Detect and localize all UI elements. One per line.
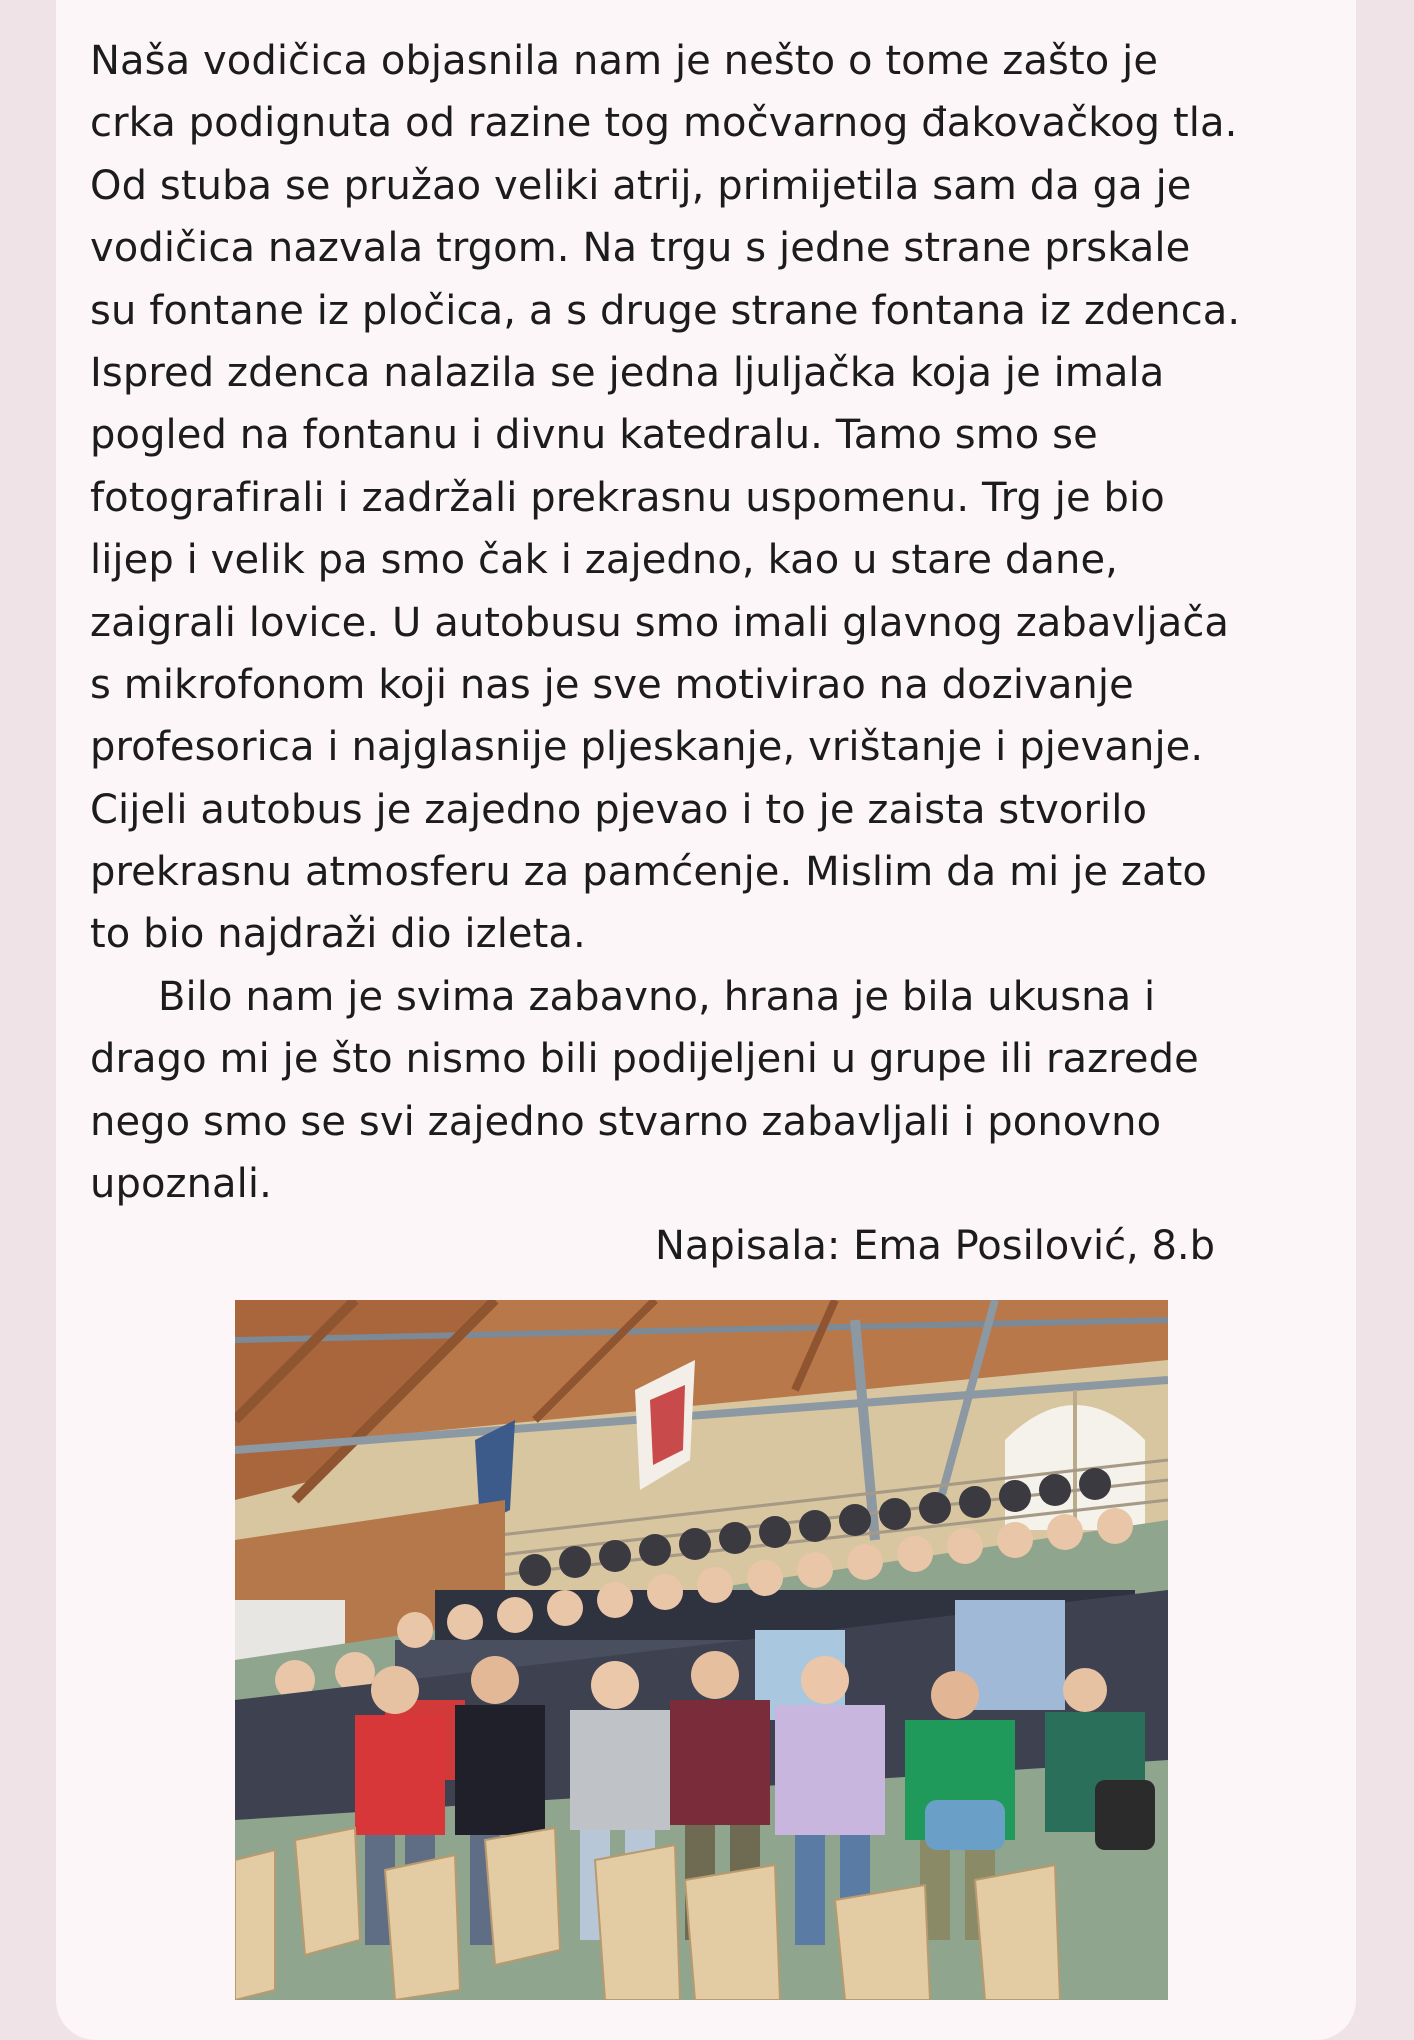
article-line: Od stuba se pružao veliki atrij, primijetila sam da ga je <box>90 162 1192 209</box>
article-line: upoznali. <box>90 1161 272 1208</box>
article-line: drago mi je što nismo bili podijeljeni u grupe ili razrede <box>90 1036 1199 1083</box>
article-line: su fontane iz pločica, a s druge strane fontana iz zdenca. <box>90 287 1241 334</box>
article-line: Naša vodičica objasnila nam je nešto o tome zašto je <box>90 38 1159 84</box>
article-line: Cijeli autobus je zajedno pjevao i to je zaista stvorilo <box>90 786 1148 833</box>
article-body <box>90 30 1340 1215</box>
article-line: vodičica nazvala trgom. Na trgu s jedne strane prskale <box>90 225 1191 272</box>
article-line: prekrasnu atmosferu za pamćenje. Mislim da mi je zato <box>90 849 1207 896</box>
group-photo-illustration <box>235 1300 1168 2000</box>
article-line: s mikrofonom koji nas je sve motivirao na dozivanje <box>90 661 1134 708</box>
group-photo <box>235 1300 1168 2000</box>
article-line: nego smo se svi zajedno stvarno zabavljali i ponovno <box>90 1098 1162 1145</box>
article-line: lijep i velik pa smo čak i zajedno, kao u stare dane, <box>90 537 1118 584</box>
article-line: crka podignuta od razine tog močvarnog đakovačkog tla. <box>90 100 1238 147</box>
article-line: zaigrali lovice. U autobusu smo imali glavnog zabavljača <box>90 599 1230 646</box>
author-signature: Napisala: Ema Posilović, 8.b <box>655 1223 1216 1269</box>
article-line: to bio najdraži dio izleta. <box>90 911 586 958</box>
article-line-indented: Bilo nam je svima zabavno, hrana je bila ukusna i <box>158 973 1156 1020</box>
article-line: pogled na fontanu i divnu katedralu. Tamo smo se <box>90 412 1098 459</box>
article-line: profesorica i najglasnije pljeskanje, vrištanje i pjevanje. <box>90 724 1204 771</box>
article-line: fotografirali i zadržali prekrasnu uspomenu. Trg je bio <box>90 474 1165 521</box>
article-line: Ispred zdenca nalazila se jedna ljuljačka koja je imala <box>90 349 1165 396</box>
